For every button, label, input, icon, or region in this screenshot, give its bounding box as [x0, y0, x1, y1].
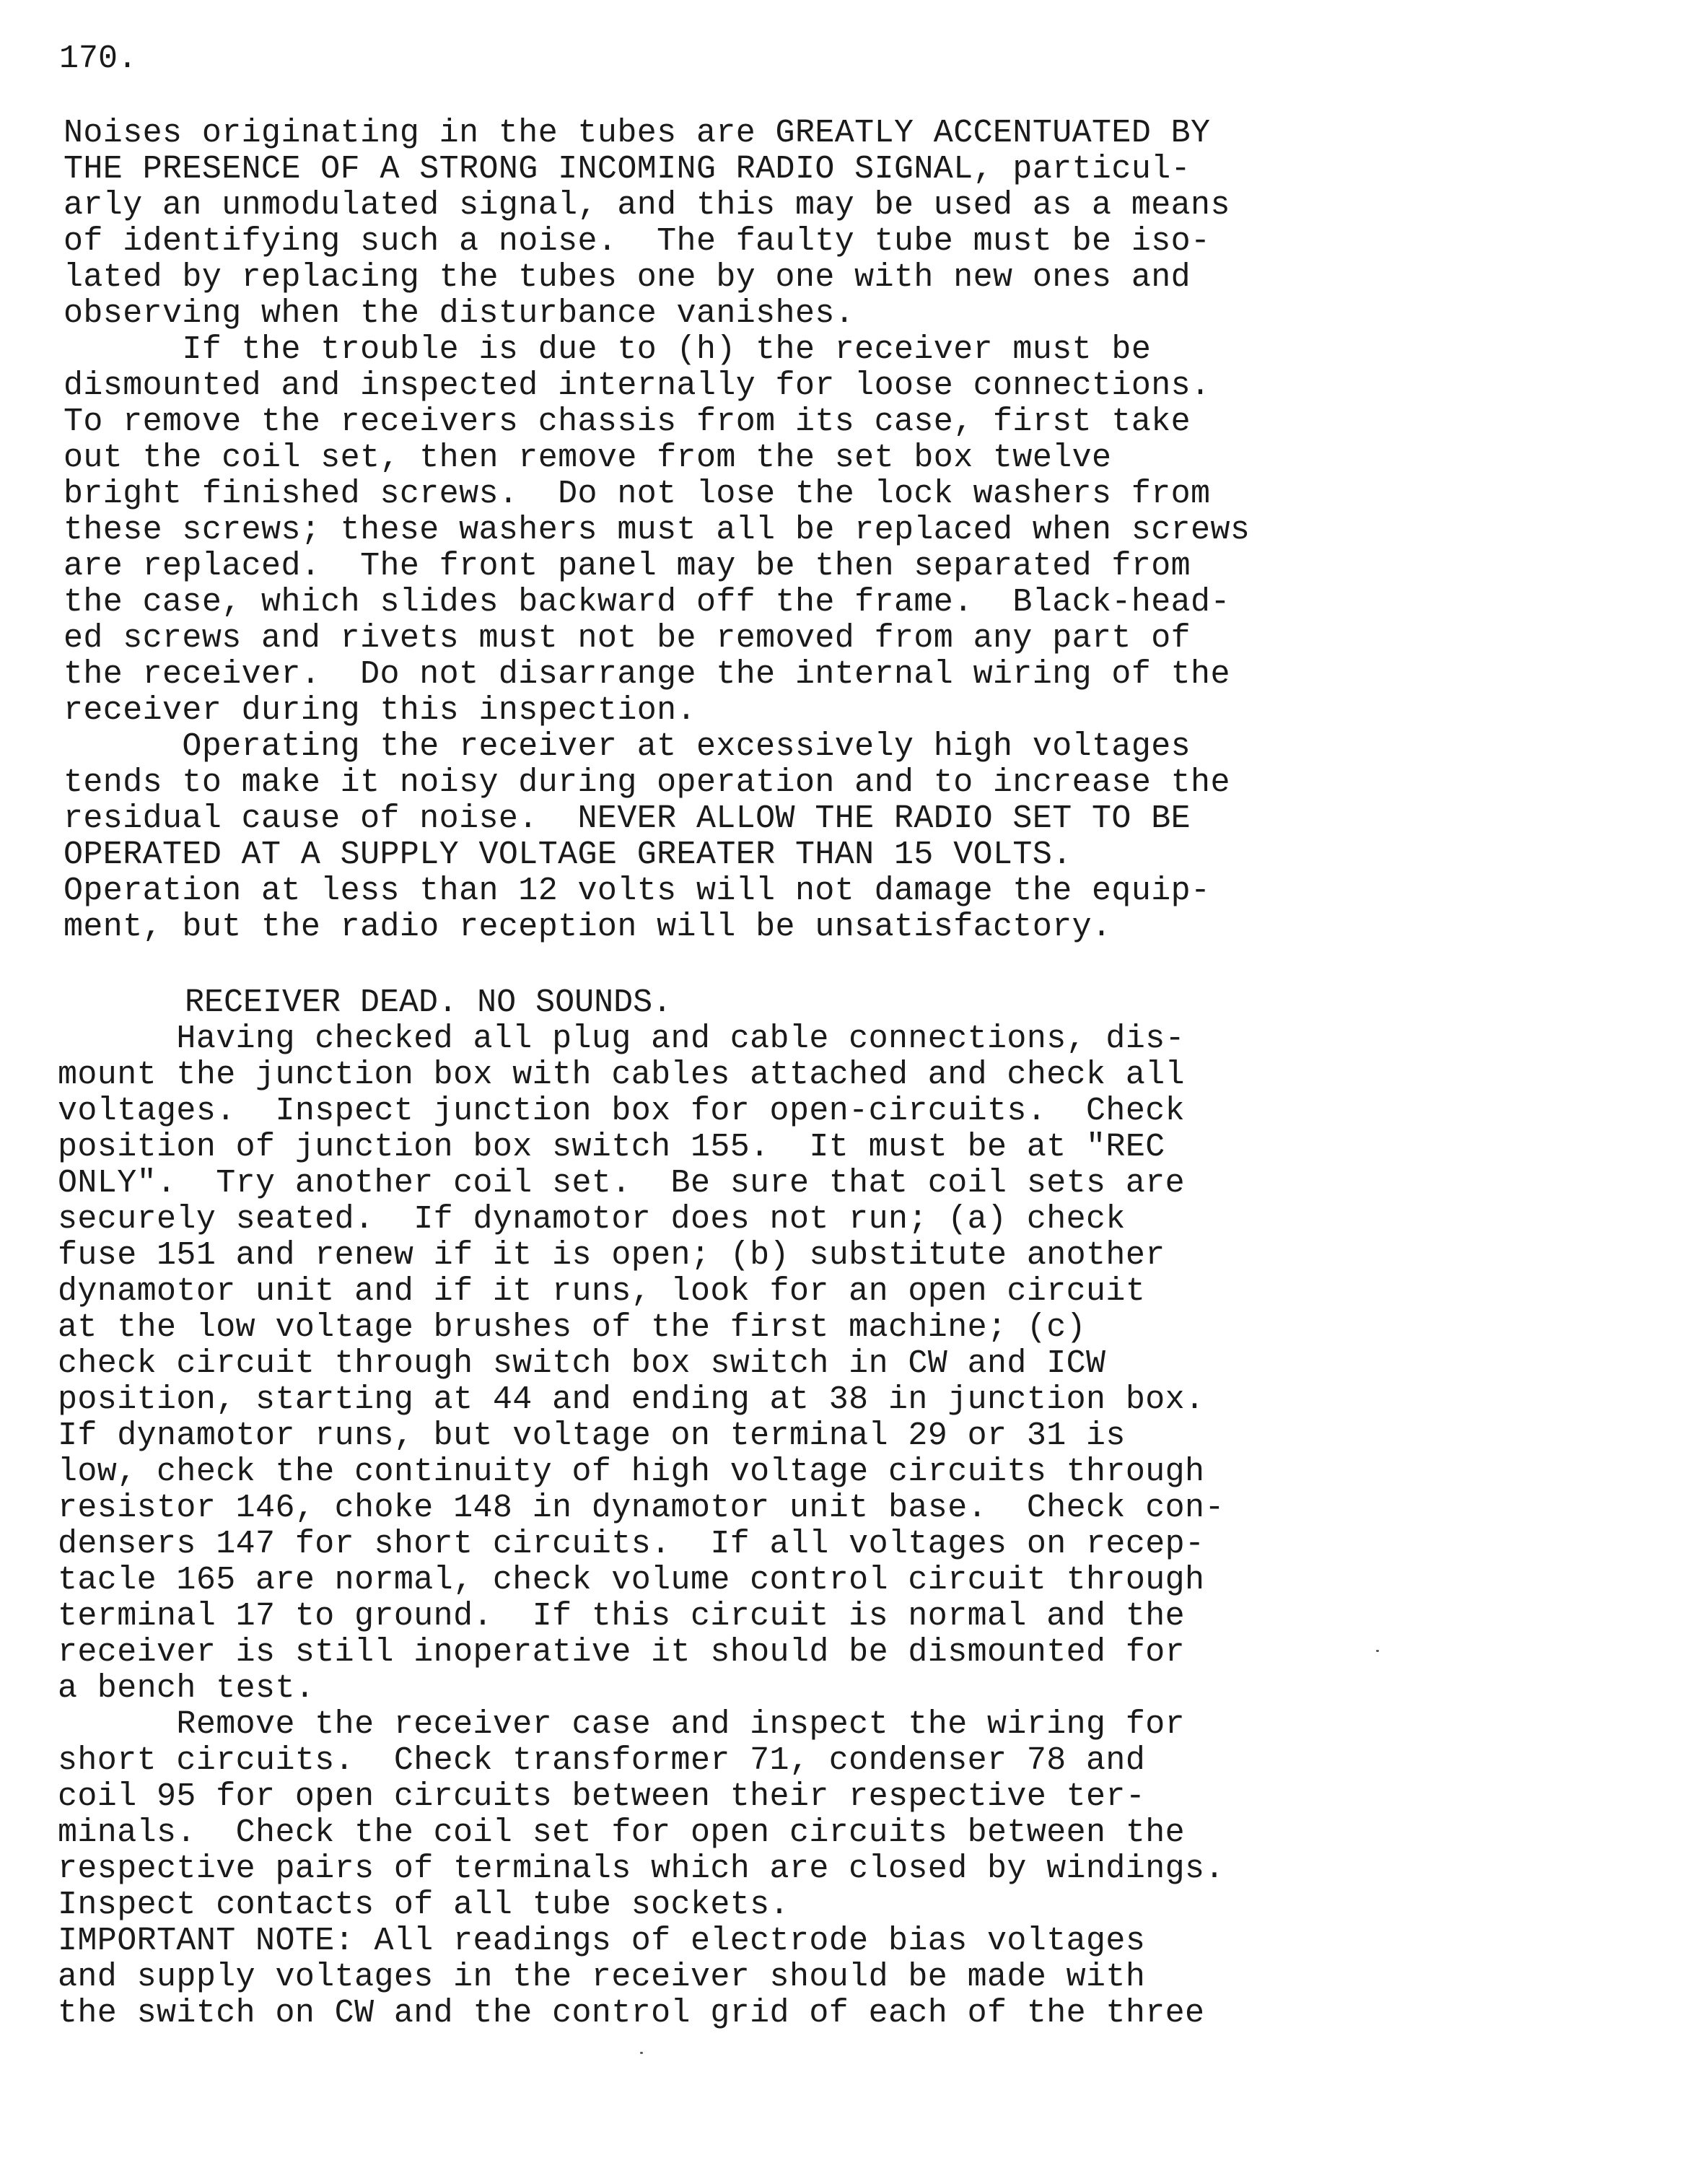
text-line: are replaced. The front panel may be then separated from	[63, 548, 1191, 585]
text-line: observing when the disturbance vanishes.	[63, 295, 855, 332]
text-line: receiver is still inoperative it should be dismounted for	[58, 1634, 1186, 1671]
text-line: Operating the receiver at excessively high voltages	[63, 728, 1191, 765]
scan-speck	[640, 2052, 643, 2054]
text-line: resistor 146, choke 148 in dynamotor unit base. Check con-	[58, 1490, 1225, 1526]
text-line: minals. Check the coil set for open circuits between the	[58, 1814, 1186, 1851]
text-line: fuse 151 and renew if it is open; (b) substitute another	[58, 1237, 1165, 1274]
text-line: arly an unmodulated signal, and this may be used as a means	[63, 187, 1230, 224]
text-line: respective pairs of terminals which are closed by windings.	[58, 1850, 1225, 1887]
text-line: position of junction box switch 155. It must be at "REC	[58, 1129, 1165, 1166]
text-line: these screws; these washers must all be replaced when screws	[63, 512, 1251, 548]
text-line: and supply voltages in the receiver should be made with	[58, 1959, 1146, 1996]
text-line: a bench test.	[58, 1670, 315, 1707]
text-line: tends to make it noisy during operation and to increase the	[63, 764, 1230, 801]
text-line: coil 95 for open circuits between their respective ter-	[58, 1778, 1146, 1815]
text-line: Operation at less than 12 volts will not damage the equip-	[63, 873, 1211, 909]
text-line: bright finished screws. Do not lose the lock washers from	[63, 476, 1211, 512]
text-line: IMPORTANT NOTE: All readings of electrode bias voltages	[58, 1923, 1146, 1959]
text-line: If dynamotor runs, but voltage on terminal 29 or 31 is	[58, 1417, 1126, 1454]
text-line: of identifying such a noise. The faulty tube must be iso-	[63, 223, 1211, 260]
text-line: check circuit through switch box switch in CW and ICW	[58, 1345, 1106, 1382]
text-line: tacle 165 are normal, check volume control circuit through	[58, 1562, 1205, 1599]
text-line: low, check the continuity of high voltage circuits through	[58, 1454, 1205, 1490]
text-line: lated by replacing the tubes one by one with new ones and	[63, 259, 1191, 296]
text-line: OPERATED AT A SUPPLY VOLTAGE GREATER THAN 15 VOLTS.	[63, 836, 1072, 873]
text-line: ed screws and rivets must not be removed from any part of	[63, 620, 1191, 657]
text-line: out the coil set, then remove from the set box twelve	[63, 440, 1112, 476]
page-number: 170.	[59, 40, 138, 77]
text-line: the receiver. Do not disarrange the internal wiring of the	[63, 656, 1230, 693]
scan-speck	[1376, 1650, 1379, 1652]
text-line: dynamotor unit and if it runs, look for an open circuit	[58, 1273, 1146, 1310]
text-line: ONLY". Try another coil set. Be sure that coil sets are	[58, 1165, 1186, 1202]
text-line: receiver during this inspection.	[63, 692, 696, 729]
text-line: Having checked all plug and cable connections, dis-	[58, 1020, 1186, 1057]
text-line: mount the junction box with cables attached and check all	[58, 1057, 1186, 1093]
section-heading: RECEIVER DEAD. NO SOUNDS.	[185, 984, 673, 1021]
text-line: the switch on CW and the control grid of each of the three	[58, 1995, 1205, 2032]
text-line: voltages. Inspect junction box for open-circuits. Check	[58, 1093, 1186, 1129]
text-line: densers 147 for short circuits. If all voltages on recep-	[58, 1526, 1205, 1562]
text-line: dismounted and inspected internally for loose connections.	[63, 367, 1211, 404]
text-line: at the low voltage brushes of the first machine; (c)	[58, 1309, 1087, 1346]
text-line: the case, which slides backward off the frame. Black-head-	[63, 584, 1230, 621]
text-line: short circuits. Check transformer 71, condenser 78 and	[58, 1742, 1146, 1779]
text-line: Remove the receiver case and inspect the wiring for	[58, 1706, 1186, 1743]
text-line: ment, but the radio reception will be unsatisfactory.	[63, 909, 1112, 945]
text-line: If the trouble is due to (h) the receiver must be	[63, 331, 1152, 368]
text-line: THE PRESENCE OF A STRONG INCOMING RADIO SIGNAL, particul-	[63, 151, 1191, 188]
text-line: Noises originating in the tubes are GREATLY ACCENTUATED BY	[63, 115, 1211, 152]
text-line: Inspect contacts of all tube sockets.	[58, 1887, 789, 1923]
text-line: securely seated. If dynamotor does not run; (a) check	[58, 1201, 1126, 1238]
text-line: residual cause of noise. NEVER ALLOW THE RADIO SET TO BE	[63, 800, 1191, 837]
text-line: To remove the receivers chassis from its case, first take	[63, 403, 1191, 440]
text-line: terminal 17 to ground. If this circuit is normal and the	[58, 1598, 1186, 1635]
text-line: position, starting at 44 and ending at 38 in junction box.	[58, 1381, 1205, 1418]
